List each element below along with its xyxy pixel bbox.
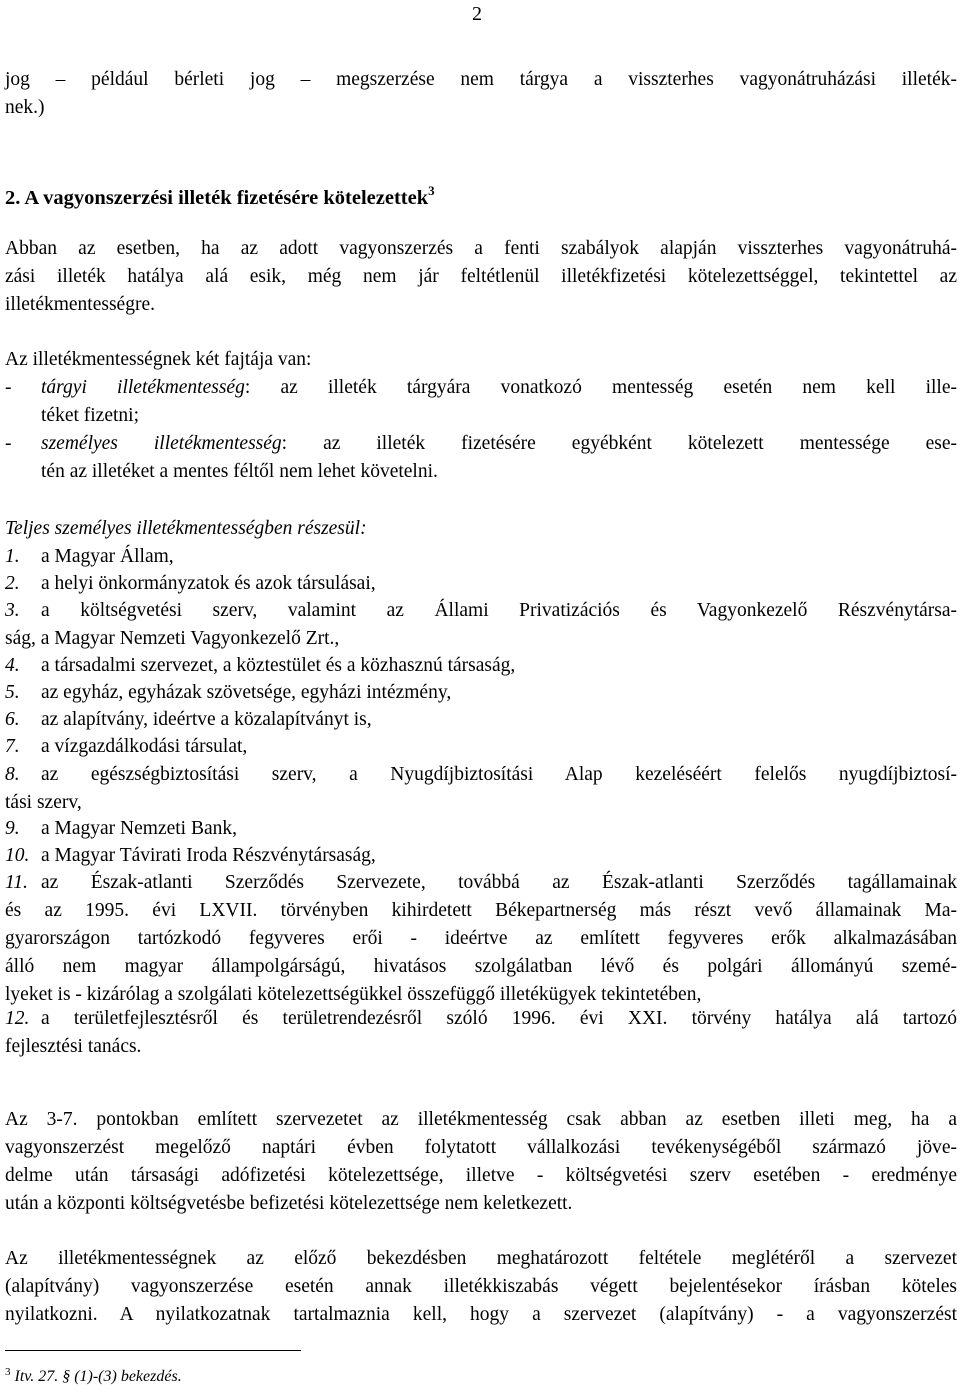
list-item-line: ság, a Magyar Nemzeti Vagyonkezelő Zrt.,: [5, 628, 340, 650]
bullet-1-term: tárgyi illetékmentesség: [41, 377, 245, 398]
list-item-line: az egyház, egyházak szövetsége, egyházi intézmény,: [41, 682, 452, 703]
list-item-number: 1.: [5, 546, 20, 567]
footnote-divider: [5, 1350, 301, 1351]
para1-line-2: zási illeték hatálya alá esik, még nem jár feltétlenül illetékfizetési kötelezettséggel, tekintettel az: [5, 266, 957, 287]
bullet-1-line-2: téket fizetni;: [41, 405, 139, 426]
full-exemption-title-text: Teljes személyes illetékmentességben részesül:: [5, 518, 367, 539]
footnote-ref: 3: [5, 1366, 11, 1378]
list-item-number: 7.: [5, 736, 20, 758]
page-number: 2: [472, 3, 482, 25]
list-item-line: gyarországon tartózkodó fegyveres erői - ideértve az említett fegyveres erők alkalmazásában: [5, 928, 957, 950]
list-item-number: 8.: [5, 763, 20, 785]
list-item-line: a vízgazdálkodási társulat,: [41, 736, 248, 758]
list-item-line: a társadalmi szervezet, a köztestület és a közhasznú társaság,: [41, 654, 516, 676]
list-item-number: 9.: [5, 818, 20, 839]
list-item-line: lyeket is - kizárólag a szolgálati kötelezettségükkel összefüggő illetékügyek tekintetében,: [5, 984, 702, 1006]
list-item-line: a helyi önkormányzatok és azok társulásai,: [41, 573, 376, 595]
section-heading: [5, 177, 435, 212]
bullet-2-line-2: tén az illetéket a mentes féltől nem lehet követelni.: [41, 461, 438, 482]
intro-line-2: nek.): [5, 97, 45, 118]
bullet-2-line-1: [41, 430, 957, 458]
footnote: [5, 1362, 182, 1387]
list-item-number: 6.: [5, 709, 20, 731]
types-intro-text: Az illetékmentességnek két fajtája van:: [5, 349, 312, 370]
list-item-line: az alapítvány, ideértve a közalapítványt is,: [41, 709, 372, 731]
para3-line-3: nyilatkozni. A nyilatkozatnak tartalmaznia kell, hogy a szervezet (alapítvány) - a vagyonszerzést: [5, 1304, 957, 1325]
para3-line-1: Az illetékmentességnek az előző bekezdésben meghatározott feltétele meglétéről a szervezet: [5, 1248, 957, 1269]
paragraph-1: [5, 235, 957, 319]
para2-line-3: delme után társasági adófizetési kötelezettsége, illetve - költségvetési szerv esetében - eredménye: [5, 1165, 957, 1186]
para1-line-1: Abban az esetben, ha az adott vagyonszerzés a fenti szabályok alapján visszterhes vagyonátruhá-: [5, 238, 957, 259]
para1-line-3: illetékmentességre.: [5, 294, 155, 315]
list-item-line: az Észak-atlanti Szerződés Szervezete, továbbá az Észak-atlanti Szerződés tagállamainak: [41, 872, 957, 894]
list-item-line: a Magyar Nemzeti Bank,: [41, 818, 238, 839]
paragraph-2: [5, 1106, 957, 1218]
list-item-line: a Magyar Távirati Iroda Részvénytársaság,: [41, 845, 376, 867]
intro-paragraph: [5, 66, 957, 122]
list-item-line: és az 1995. évi LXVII. törvényben kihirdetett Békepartnerség más részt vevő államainak Ma-: [5, 900, 957, 922]
intro-line-1: jog – például bérleti jog – megszerzése nem tárgya a visszterhes vagyonátruházási illeték-: [5, 69, 957, 90]
heading-footnote-ref: 3: [428, 183, 435, 198]
heading-text: 2. A vagyonszerzési illeték fizetésére kötelezettek: [5, 187, 429, 209]
bullet-1-line-1: [41, 374, 957, 402]
list-item-number: 11.: [5, 872, 28, 894]
list-item-number: 10.: [5, 845, 30, 867]
bullet-item-2: [5, 430, 957, 486]
list-item-line: a költségvetési szerv, valamint az Állami Privatizációs és Vagyonkezelő Részvénytársa-: [41, 600, 957, 622]
para2-line-1: Az 3-7. pontokban említett szervezetet az illetékmentesség csak abban az esetben illeti meg, ha a: [5, 1109, 957, 1130]
para2-line-2: vagyonszerzést megelőző naptári évben folytatott vállalkozási tevékenységéből származó jöve-: [5, 1137, 957, 1158]
list-item-line: tási szerv,: [5, 791, 82, 813]
types-intro: [5, 346, 957, 374]
bullet-dash: -: [5, 377, 12, 398]
para3-line-2: (alapítvány) vagyonszerzése esetén annak illetékkiszabás végett bejelentésekor írásban köteles: [5, 1276, 957, 1297]
list-item-line: a Magyar Állam,: [41, 546, 174, 567]
list-item-number: 3.: [5, 600, 20, 622]
list-item-number: 2.: [5, 573, 20, 595]
full-exemption-title: [5, 515, 957, 543]
paragraph-3: [5, 1245, 957, 1329]
list-item-number: 12.: [5, 1008, 30, 1030]
list-item-line: a területfejlesztésről és területrendezésről szóló 1996. évi XXI. törvény hatálya alá tartozó: [41, 1008, 957, 1030]
footnote-text: Itv. 27. § (1)-(3) bekezdés.: [14, 1368, 182, 1385]
list-item-number: 5.: [5, 682, 20, 703]
list-item-number: 4.: [5, 654, 20, 676]
bullet-2-term: személyes illetékmentesség: [41, 433, 282, 454]
list-item-line: az egészségbiztosítási szerv, a Nyugdíjbiztosítási Alap kezeléséért felelős nyugdíjbiztosí-: [41, 763, 957, 785]
bullet-2-rest: : az illeték fizetésére egyébként kötelezett mentessége ese-: [281, 433, 957, 454]
list-item-line: álló nem magyar állampolgárságú, hivatásos szolgálatban lévő és polgári állományú szemé-: [5, 956, 957, 978]
bullet-item-1: [5, 374, 957, 430]
para2-line-4: után a központi költségvetésbe befizetési kötelezettsége nem keletkezett.: [5, 1193, 573, 1214]
bullet-1-rest: : az illeték tárgyára vonatkozó mentesség esetén nem kell ille-: [244, 377, 957, 398]
list-item-line: fejlesztési tanács.: [5, 1036, 142, 1058]
bullet-dash: -: [5, 433, 12, 454]
